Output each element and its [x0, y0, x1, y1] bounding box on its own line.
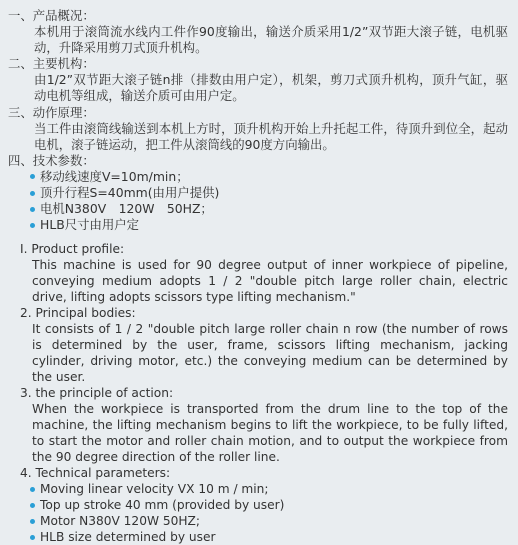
spec-item	[30, 217, 508, 233]
section-heading: 二、主要机构：	[8, 56, 95, 72]
section-heading: 一、产品概况：	[8, 8, 95, 23]
bullet-dot-icon	[30, 223, 35, 228]
spec-text: 移动线速度V=10m/min；	[40, 168, 189, 184]
spec-item	[30, 169, 508, 185]
spec-item	[30, 497, 508, 513]
section-heading: 3. the principle of action:	[20, 386, 174, 401]
bullet-dot-icon	[30, 503, 35, 508]
bullet-dot-icon	[30, 487, 35, 492]
section-paragraph: 由1/2”双节距大滚子链n排（排数由用户定），机架，剪刀式顶升机构，顶升气缸，驱动电机等组成，输送介质可由用户定。	[34, 72, 508, 104]
chinese-section	[8, 8, 508, 233]
spec-text: 顶升行程S=40mm(由用户提供)	[40, 185, 220, 201]
spec-text: HLB size determined by user	[40, 530, 216, 545]
section-paragraph: It consists of 1 / 2 "double pitch large roller chain n row (the number of rows is determined by the user, frame, scissors lifting mechanism, jacking cylinder, driving motor, etc.) the conveying medium can be determined by the user.	[32, 322, 508, 385]
spec-item	[30, 513, 508, 529]
spec-item	[30, 529, 508, 545]
section-heading: 4. Technical parameters:	[20, 466, 171, 481]
spec-text: 电机N380V 120W 50HZ；	[40, 201, 213, 217]
bullet-dot-icon	[30, 191, 35, 196]
section-paragraph: 本机用于滚筒流水线内工件作90度输出，输送介质采用1/2”双节距大滚子链，电机驱动，升降采用剪刀式顶升机构。	[34, 24, 508, 56]
section-paragraph: This machine is used for 90 degree output of inner workpiece of pipeline, conveying medium adopts 1 / 2 "double pitch large roller chain, electric drive, lifting adopts scissors type lifting mechanism."	[32, 258, 508, 305]
spec-text: HLB尺寸由用户定	[40, 217, 140, 233]
spec-text: Motor N380V 120W 50HZ;	[40, 514, 200, 529]
section-heading: 四、技术参数：	[8, 152, 95, 168]
english-section	[8, 241, 508, 545]
spec-item	[30, 185, 508, 201]
section-heading: I. Product profile:	[20, 242, 125, 257]
section-paragraph: 当工件由滚筒线输送到本机上方时，顶升机构开始上升托起工件，待顶升到位全，起动电机，滚子链运动，把工件从滚筒线的90度方向输出。	[34, 120, 508, 152]
section-heading: 2. Principal bodies:	[20, 306, 136, 321]
bullet-dot-icon	[30, 535, 35, 540]
bullet-dot-icon	[30, 174, 35, 179]
section-heading: 三、动作原理：	[8, 104, 95, 120]
spec-item	[30, 201, 508, 217]
section-paragraph: When the workpiece is transported from the drum line to the top of the machine, the lifting mechanism begins to lift the workpiece, to be fully lifted, to start the motor and roller chain motion, and to output the workpiece from the 90 degree direction of the roller line.	[32, 402, 508, 465]
spec-text: Top up stroke 40 mm (provided by user)	[40, 498, 285, 513]
spec-item	[30, 481, 508, 497]
spec-text: Moving linear velocity VX 10 m / min;	[40, 482, 269, 497]
bullet-dot-icon	[30, 519, 35, 524]
bullet-dot-icon	[30, 207, 35, 212]
